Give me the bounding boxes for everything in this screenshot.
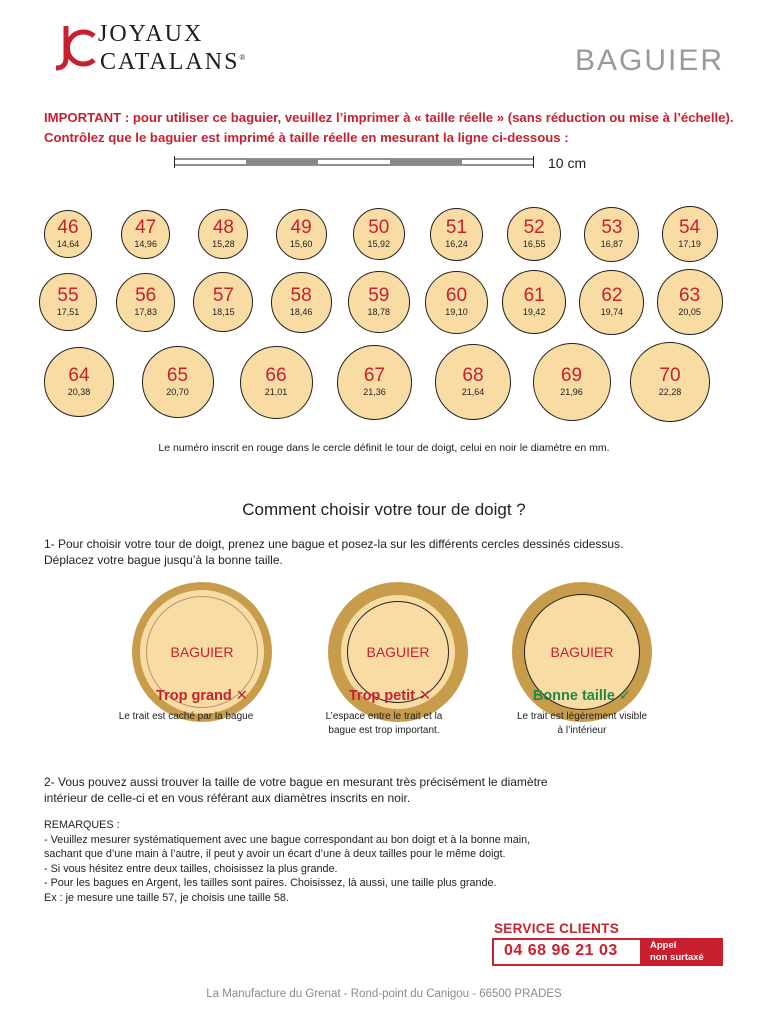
ring-size-circle xyxy=(240,346,313,419)
ring-diameter-mm: 20,38 xyxy=(67,387,91,397)
howto-title: Comment choisir votre tour de doigt ? xyxy=(242,500,526,519)
brand-logo-icon xyxy=(50,22,96,74)
verdict-too-big xyxy=(102,688,302,704)
registered-mark: ® xyxy=(239,53,248,62)
ring-diameter-mm: 17,83 xyxy=(134,307,157,317)
circles-caption: Le numéro inscrit en rouge dans le cercle définit le tour de doigt, celui en noir le diamètre en mm. xyxy=(158,442,610,454)
cross-icon: ✕ xyxy=(235,688,248,704)
ring-size-number: 59 xyxy=(368,285,390,306)
ring-diameter-mm: 20,05 xyxy=(678,307,701,317)
ring-size-number: 64 xyxy=(68,365,90,386)
ring-size-circle xyxy=(502,270,566,334)
ring-size-number: 52 xyxy=(523,217,545,238)
ring-size-circle xyxy=(142,346,214,418)
remark-line: - Pour les bagues en Argent, les tailles sont paires. Choisissez, là aussi, une taille plus grande. xyxy=(44,877,497,889)
page-title: BAGUIER xyxy=(574,44,724,77)
ring-diameter-mm: 21,64 xyxy=(461,387,485,397)
ring-size-circle xyxy=(337,345,412,420)
customer-service-phone[interactable]: 04 68 96 21 03 xyxy=(504,942,618,959)
ring-size-circle xyxy=(430,208,483,261)
ring-size-circle xyxy=(435,344,511,420)
ring-size-number: 53 xyxy=(601,217,623,238)
ring-size-number: 67 xyxy=(363,365,386,386)
ring-diameter-mm: 18,78 xyxy=(367,307,391,317)
ring-size-number: 51 xyxy=(445,217,468,238)
ring-size-circle xyxy=(630,342,710,422)
brand-name xyxy=(98,22,248,74)
verdict-text: Bonne taille xyxy=(532,688,615,704)
footer-address: La Manufacture du Grenat - Rond-point du Canigou - 66500 PRADES xyxy=(206,988,562,1000)
ring-size-circle xyxy=(662,206,718,262)
ring-diameter-mm: 15,60 xyxy=(289,239,313,249)
description-line: L’espace entre le trait et la xyxy=(325,711,443,722)
ring-size-number: 47 xyxy=(135,217,157,238)
ring-diameter-mm: 18,15 xyxy=(212,307,235,317)
cross-icon: ✕ xyxy=(418,688,432,704)
instruction-line-1: IMPORTANT : pour utiliser ce baguier, veuillez l’imprimer à « taille réelle » (sans réduction ou mise à l’échelle). xyxy=(44,110,734,125)
ring-size-circle xyxy=(39,273,97,331)
step-2-line-2: intérieur de celle-ci et en vous référant aux diamètres inscrits en noir. xyxy=(44,791,411,805)
ring-diameter-mm: 20,70 xyxy=(166,387,189,397)
example-label: BAGUIER xyxy=(170,644,234,660)
call-cost-line-1: Appel xyxy=(650,940,677,951)
ring-diameter-mm: 18,46 xyxy=(289,307,313,317)
ring-size-circle xyxy=(193,272,253,332)
remark-line: - Si vous hésitez entre deux tailles, choisissez la plus grande. xyxy=(44,862,338,875)
example-label: BAGUIER xyxy=(366,644,430,660)
remark-line: Ex : je mesure une taille 57, je choisis une taille 58. xyxy=(44,891,289,904)
ring-size-number: 65 xyxy=(166,365,189,386)
verdict-too-big-description xyxy=(86,710,286,724)
brand-line-1: JOYAUX xyxy=(98,21,204,47)
ring-size-number: 63 xyxy=(679,285,701,306)
ring-size-number: 48 xyxy=(212,217,234,238)
description-line: à l’intérieur xyxy=(557,725,607,736)
ring-diameter-mm: 17,51 xyxy=(56,307,80,317)
ring-diameter-mm: 21,96 xyxy=(560,387,583,397)
instruction-line-2: Contrôlez que le baguier est imprimé à taille réelle en mesurant la ligne ci-dessous : xyxy=(44,130,569,145)
ring-size-number: 50 xyxy=(368,217,390,238)
check-icon: ✓ xyxy=(619,688,632,704)
ring-size-number: 60 xyxy=(445,285,468,306)
ring-size-number: 70 xyxy=(659,365,681,386)
calibration-ruler xyxy=(174,156,534,170)
call-cost-text xyxy=(650,940,704,963)
ring-diameter-mm: 16,24 xyxy=(445,239,468,249)
customer-service-title: SERVICE CLIENTS xyxy=(494,921,620,936)
ring-diameter-mm: 16,87 xyxy=(600,239,624,249)
ring-diameter-mm: 19,42 xyxy=(522,307,546,317)
ring-diameter-mm: 15,28 xyxy=(212,239,235,249)
ring-diameter-mm: 14,96 xyxy=(134,239,157,249)
ring-size-number: 56 xyxy=(135,285,157,306)
ring-diameter-mm: 22,28 xyxy=(658,387,682,397)
ring-diameter-mm: 21,01 xyxy=(264,387,288,397)
verdict-text: Trop petit xyxy=(348,688,415,704)
ring-diameter-mm: 21,36 xyxy=(363,387,386,397)
howto-step-1 xyxy=(44,536,734,568)
call-cost-line-2: non surtaxé xyxy=(650,951,704,963)
ring-size-number: 46 xyxy=(57,217,79,238)
ring-diameter-mm: 19,10 xyxy=(445,307,468,317)
ring-size-circle xyxy=(657,269,723,335)
verdict-text: Trop grand xyxy=(156,688,232,704)
ring-size-circle xyxy=(579,270,644,335)
ring-size-number: 62 xyxy=(601,285,623,306)
print-instructions xyxy=(44,108,732,148)
ring-size-circle xyxy=(348,271,410,333)
step-2-line-1: 2- Vous pouvez aussi trouver la taille de votre bague en mesurant très précisément le diamètre xyxy=(44,775,548,789)
ring-size-number: 68 xyxy=(462,365,484,386)
ruler-length-label: 10 cm xyxy=(548,155,587,171)
ring-size-circle xyxy=(44,347,114,417)
ring-size-number: 57 xyxy=(212,285,234,306)
ring-size-circle xyxy=(121,210,170,259)
ring-size-number: 49 xyxy=(290,217,312,238)
remark-line: - Veuillez mesurer systématiquement avec une bague correspondant au bon doigt et à la bonne main, xyxy=(44,833,531,846)
description-line: Le trait est légèrement visible xyxy=(516,711,648,722)
remarks-title: REMARQUES : xyxy=(44,819,120,831)
ring-diameter-mm: 19,74 xyxy=(600,307,624,317)
brand-line-2: CATALANS xyxy=(100,49,240,75)
ring-size-circle xyxy=(353,208,405,260)
ring-diameter-mm: 17,19 xyxy=(678,239,701,249)
ring-size-circle xyxy=(584,207,639,262)
remarks xyxy=(44,818,564,905)
remark-line: sachant que d’une main à l’autre, il peut y avoir un écart d’une à deux tailles pour le même doigt. xyxy=(44,848,506,860)
ring-size-circle xyxy=(44,210,92,258)
ring-size-circle xyxy=(271,272,332,333)
ring-size-circle xyxy=(507,207,561,261)
howto-step-2 xyxy=(44,774,664,806)
verdict-right-size xyxy=(482,688,682,704)
ring-size-circle xyxy=(425,271,488,334)
example-label: BAGUIER xyxy=(550,644,614,660)
ring-diameter-mm: 15,92 xyxy=(367,239,391,249)
ring-size-number: 54 xyxy=(679,217,701,238)
verdict-too-small-description xyxy=(284,710,484,738)
ring-diameter-mm: 16,55 xyxy=(522,239,546,249)
description-line: bague est trop important. xyxy=(328,725,440,736)
ring-size-number: 69 xyxy=(560,365,583,386)
ring-size-circle xyxy=(116,273,175,332)
ring-size-number: 58 xyxy=(290,285,312,306)
ring-size-number: 61 xyxy=(523,285,545,306)
verdict-right-size-description xyxy=(482,710,682,738)
ring-size-circle xyxy=(198,209,248,259)
ring-size-number: 55 xyxy=(57,285,79,306)
verdict-too-small xyxy=(290,688,490,704)
ring-size-circle xyxy=(533,343,611,421)
step-1-line-2: Déplacez votre bague jusqu’à la bonne taille. xyxy=(44,553,283,567)
description-line: Le trait est caché par la bague xyxy=(118,711,254,722)
ring-size-circle xyxy=(276,209,327,260)
ring-diameter-mm: 14,64 xyxy=(56,239,80,249)
ring-size-number: 66 xyxy=(265,365,287,386)
step-1-line-1: 1- Pour choisir votre tour de doigt, prenez une bague et posez-la sur les différents cercles dessinés cidessus. xyxy=(44,537,624,551)
